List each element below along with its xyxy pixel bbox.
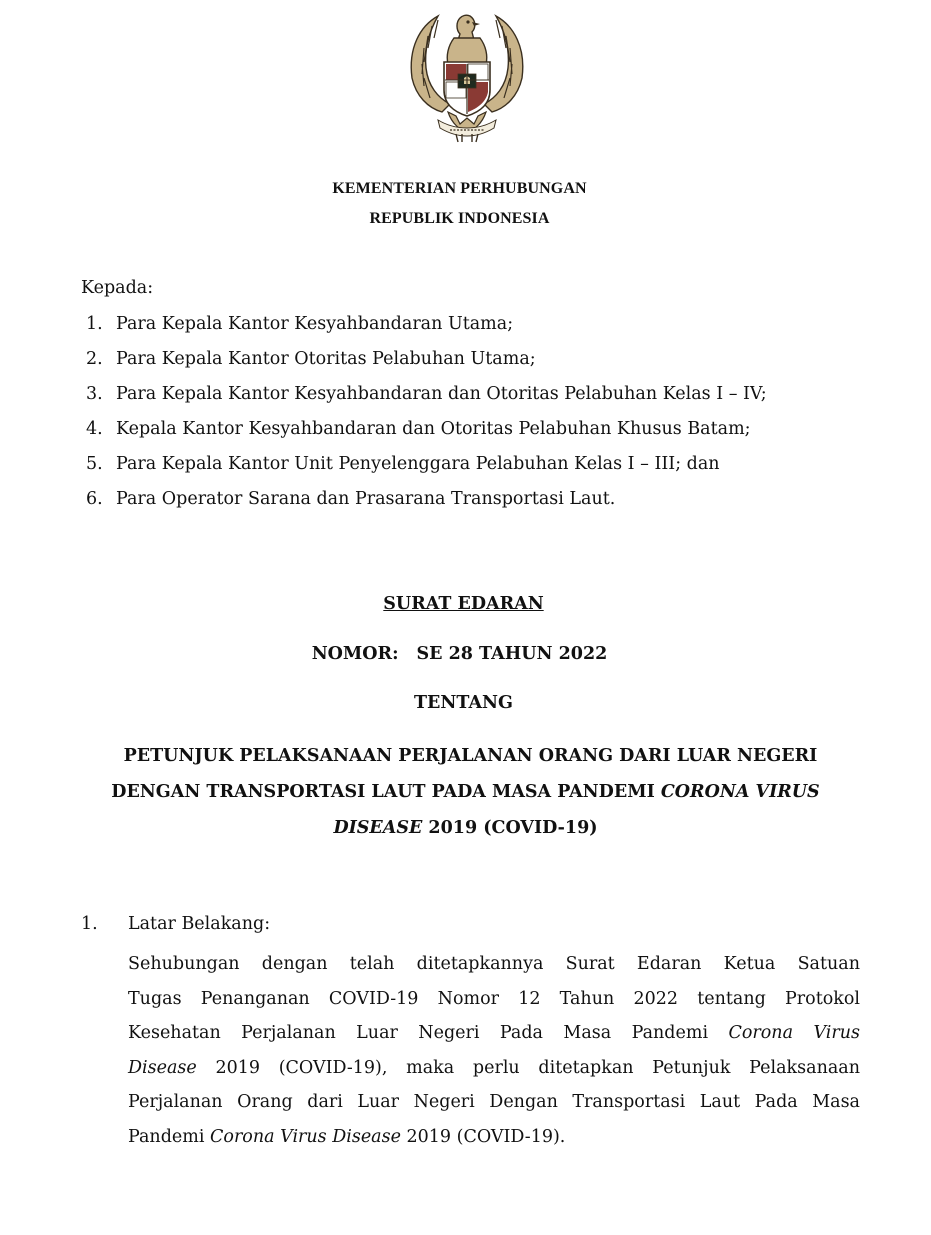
list-item [86,417,767,452]
list-item [86,312,767,347]
list-item [86,347,767,382]
list-item-text: Para Kepala Kantor Kesyahbandaran Utama; [116,314,514,334]
list-item [86,382,767,417]
list-item-number: 6. [86,489,103,509]
about-heading: TENTANG [414,693,513,713]
paragraph-line: Sehubungan dengan telah ditetapkannya Surat Edaran Ketua Satuan [128,954,860,974]
section-number: 1. [81,914,98,934]
subject-line-2-text: DENGAN TRANSPORTASI LAUT PADA MASA PANDEMI [111,782,661,802]
recipients-heading: Kepada: [81,278,154,298]
list-item-text: Kepala Kantor Kesyahbandaran dan Otoritas Pelabuhan Khusus Batam; [116,419,751,439]
list-item [86,452,767,487]
paragraph-line [128,1120,860,1155]
document-number-value: SE 28 TAHUN 2022 [416,644,608,664]
paragraph-line: Tugas Penanganan COVID-19 Nomor 12 Tahun 2022 tentang Protokol [128,988,860,1009]
paragraph-line: Perjalanan Orang dari Luar Negeri Dengan Transportasi Laut Pada Masa [128,1092,860,1113]
paragraph-line [128,1016,860,1051]
subject-line-3 [0,810,931,846]
country-name: REPUBLIK INDONESIA [369,210,550,227]
paragraph-line-italic: Corona Virus Disease [210,1126,401,1147]
subject-line-3-text: 2019 (COVID-19) [422,818,598,838]
document-title: SURAT EDARAN [383,594,544,614]
subject-line-3-italic: DISEASE [333,818,423,838]
list-item-text: Para Operator Sarana dan Prasarana Transportasi Laut. [116,489,616,509]
ministry-name: KEMENTERIAN PERHUBUNGAN [332,180,587,197]
subject-line-1: PETUNJUK PELAKSANAAN PERJALANAN ORANG DARI LUAR NEGERI [123,746,818,766]
paragraph-line-italic: Corona Virus [728,1023,860,1044]
paragraph-line-text: 2019 (COVID-19), maka perlu ditetapkan Petunjuk Pelaksanaan [196,1057,860,1078]
list-item-number: 4. [86,419,103,439]
list-item-text: Para Kepala Kantor Otoritas Pelabuhan Utama; [116,349,536,369]
list-item-text: Para Kepala Kantor Unit Penyelenggara Pelabuhan Kelas I – III; dan [116,454,720,474]
garuda-emblem-icon [398,8,536,144]
list-item-number: 1. [86,314,103,334]
document-number-label: NOMOR: [311,644,399,664]
list-item-number: 2. [86,349,103,369]
list-item-number: 5. [86,454,103,474]
list-item-text: Para Kepala Kantor Kesyahbandaran dan Otoritas Pelabuhan Kelas I – IV; [116,384,767,404]
paragraph-line-text: Pandemi [128,1126,211,1147]
section-title: Latar Belakang: [128,914,271,934]
paragraph-line [128,1051,860,1086]
list-item [86,487,767,522]
recipients-list [86,312,767,522]
section-body [128,947,860,1155]
paragraph-line-text: Kesehatan Perjalanan Luar Negeri Pada Masa Pandemi [128,1023,729,1044]
list-item-number: 3. [86,384,103,404]
subject-line-2-italic: CORONA VIRUS [660,782,820,802]
paragraph-line-italic: Disease [128,1057,197,1078]
document-subject [0,738,931,846]
subject-line-2 [0,774,931,810]
paragraph-line-text: 2019 (COVID-19). [400,1126,566,1147]
document-number [0,644,925,664]
